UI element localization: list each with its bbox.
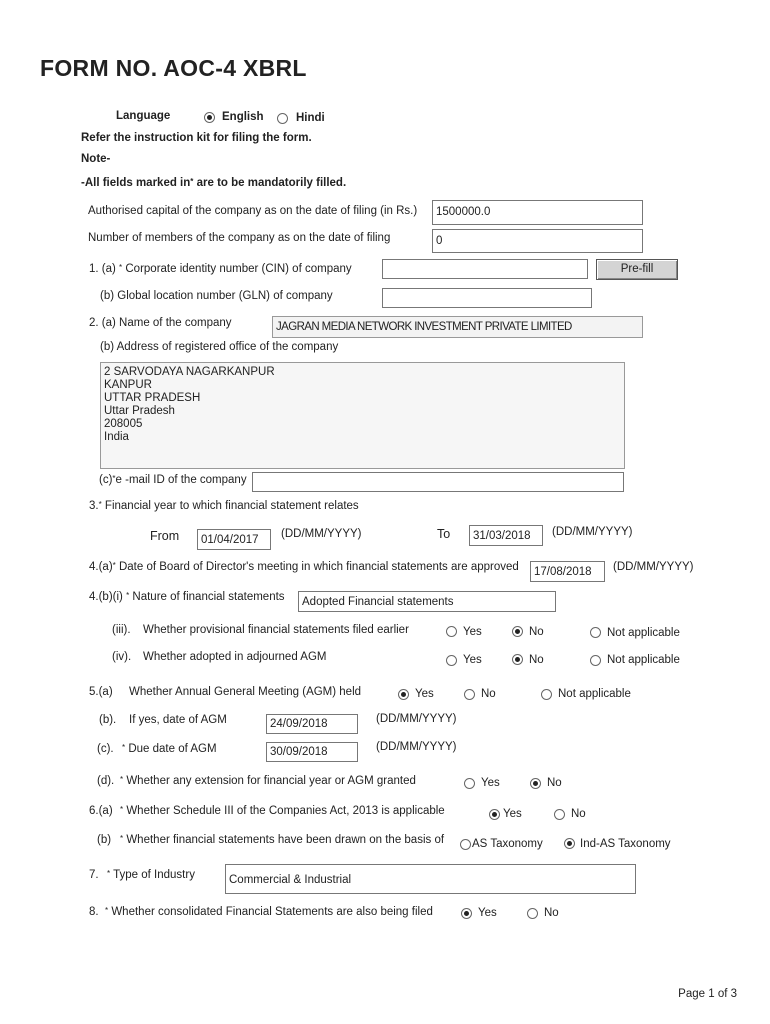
extension-no-radio[interactable] (530, 778, 541, 789)
as-taxonomy-radio[interactable] (460, 839, 471, 850)
extension-yes-radio[interactable] (464, 778, 475, 789)
provisional-no-label: No (529, 626, 544, 638)
adjourned-no-radio[interactable] (512, 654, 523, 665)
members-label: Number of members of the company as on the date of filing (88, 232, 391, 244)
board-date-label: 4.(a)* Date of Board of Director's meeting in which financial statements are approved (89, 561, 519, 573)
schedule-label: * Whether Schedule III of the Companies Act, 2013 is applicable (120, 805, 445, 817)
adjourned-yes-radio[interactable] (446, 655, 457, 666)
members-input[interactable]: 0 (432, 229, 643, 253)
language-english-radio[interactable] (204, 112, 215, 123)
adjourned-na-radio[interactable] (590, 655, 601, 666)
email-input[interactable] (252, 472, 624, 492)
company-name-label: 2. (a) Name of the company (89, 317, 232, 329)
adjourned-yes-label: Yes (463, 654, 482, 666)
adjourned-no-label: No (529, 654, 544, 666)
provisional-yes-label: Yes (463, 626, 482, 638)
extension-no-label: No (547, 777, 562, 789)
extension-label: * Whether any extension for financial year or AGM granted (120, 775, 416, 787)
basis-label: * Whether financial statements have been drawn on the basis of (120, 834, 445, 846)
cin-label: 1. (a) * Corporate identity number (CIN) of company (89, 263, 352, 275)
board-date-input[interactable]: 17/08/2018 (530, 561, 605, 582)
consolidated-yes-label: Yes (478, 907, 497, 919)
company-name-input[interactable]: JAGRAN MEDIA NETWORK INVESTMENT PRIVATE LIMITED (272, 316, 643, 338)
nature-input[interactable]: Adopted Financial statements (298, 591, 556, 612)
industry-num: 7. (89, 869, 99, 881)
agm-date-format: (DD/MM/YYYY) (376, 713, 457, 725)
gln-label: (b) Global location number (GLN) of company (100, 290, 333, 302)
from-date-input[interactable]: 01/04/2017 (197, 529, 271, 550)
schedule-no-radio[interactable] (554, 809, 565, 820)
due-date-format: (DD/MM/YYYY) (376, 741, 457, 753)
language-hindi-radio[interactable] (277, 113, 288, 124)
address-label: (b) Address of registered office of the company (100, 341, 339, 353)
extension-yes-label: Yes (481, 777, 500, 789)
from-label: From (150, 529, 180, 543)
board-date-format: (DD/MM/YYYY) (613, 561, 694, 573)
language-english-label: English (222, 111, 264, 123)
agm-date-input[interactable]: 24/09/2018 (266, 714, 358, 734)
schedule-no-label: No (571, 808, 586, 820)
schedule-num: 6.(a) (89, 805, 113, 817)
agm-held-no-label: No (481, 688, 496, 700)
consolidated-yes-radio[interactable] (461, 908, 472, 919)
agm-held-yes-label: Yes (415, 688, 434, 700)
consolidated-no-label: No (544, 907, 559, 919)
consolidated-label: * Whether consolidated Financial Statements are also being filed (105, 906, 433, 918)
to-label: To (437, 527, 451, 541)
address-textarea[interactable]: 2 SARVODAYA NAGARKANPUR KANPUR UTTAR PRADESH Uttar Pradesh 208005 India (100, 362, 625, 469)
fy-label: 3.* Financial year to which financial statement relates (89, 500, 359, 512)
to-date-format: (DD/MM/YYYY) (552, 526, 633, 538)
agm-held-no-radio[interactable] (464, 689, 475, 700)
basis-num: (b) (97, 834, 112, 846)
schedule-yes-label: Yes (503, 808, 522, 820)
indas-taxonomy-radio[interactable] (564, 838, 575, 849)
mandatory-note: -All fields marked in* are to be mandatorily filled. (81, 177, 347, 189)
adjourned-na-label: Not applicable (607, 654, 680, 666)
language-hindi-label: Hindi (296, 112, 325, 124)
agm-date-num: (b). (99, 714, 117, 726)
auth-capital-input[interactable]: 1500000.0 (432, 200, 643, 225)
agm-held-na-label: Not applicable (558, 688, 631, 700)
extension-num: (d). (97, 775, 115, 787)
agm-held-yes-radio[interactable] (398, 689, 409, 700)
consolidated-num: 8. (89, 906, 99, 918)
as-taxonomy-label: AS Taxonomy (472, 838, 543, 850)
provisional-na-label: Not applicable (607, 627, 680, 639)
provisional-no-radio[interactable] (512, 626, 523, 637)
provisional-yes-radio[interactable] (446, 626, 457, 637)
from-date-format: (DD/MM/YYYY) (281, 528, 362, 540)
industry-label: * Type of Industry (107, 869, 195, 881)
language-label: Language (116, 110, 171, 122)
provisional-na-radio[interactable] (590, 627, 601, 638)
agm-held-label: Whether Annual General Meeting (AGM) held (129, 686, 362, 698)
due-date-num: (c). (97, 743, 114, 755)
provisional-label: Whether provisional financial statements filed earlier (143, 624, 409, 636)
indas-taxonomy-label: Ind-AS Taxonomy (580, 838, 671, 850)
provisional-num: (iii). (112, 624, 131, 636)
instruction-text: Refer the instruction kit for filing the form. (81, 132, 312, 144)
to-date-input[interactable]: 31/03/2018 (469, 525, 543, 546)
cin-input[interactable] (382, 259, 588, 279)
nature-label: 4.(b)(i) * Nature of financial statements (89, 591, 285, 603)
adjourned-num: (iv). (112, 651, 132, 663)
gln-input[interactable] (382, 288, 592, 308)
due-date-input[interactable]: 30/09/2018 (266, 742, 358, 762)
agm-held-na-radio[interactable] (541, 689, 552, 700)
adjourned-label: Whether adopted in adjourned AGM (143, 651, 327, 663)
prefill-button[interactable]: Pre-fill (596, 259, 678, 280)
agm-num: 5.(a) (89, 686, 113, 698)
email-label: (c)*e -mail ID of the company (99, 474, 247, 486)
agm-date-label: If yes, date of AGM (129, 714, 227, 726)
industry-input[interactable]: Commercial & Industrial (225, 864, 636, 894)
consolidated-no-radio[interactable] (527, 908, 538, 919)
page-number: Page 1 of 3 (678, 988, 737, 1000)
auth-capital-label: Authorised capital of the company as on the date of filing (in Rs.) (88, 205, 418, 217)
schedule-yes-radio[interactable] (489, 809, 500, 820)
note-text: Note- (81, 153, 111, 165)
due-date-label: * Due date of AGM (122, 743, 217, 755)
form-title: FORM NO. AOC-4 XBRL (40, 55, 307, 81)
